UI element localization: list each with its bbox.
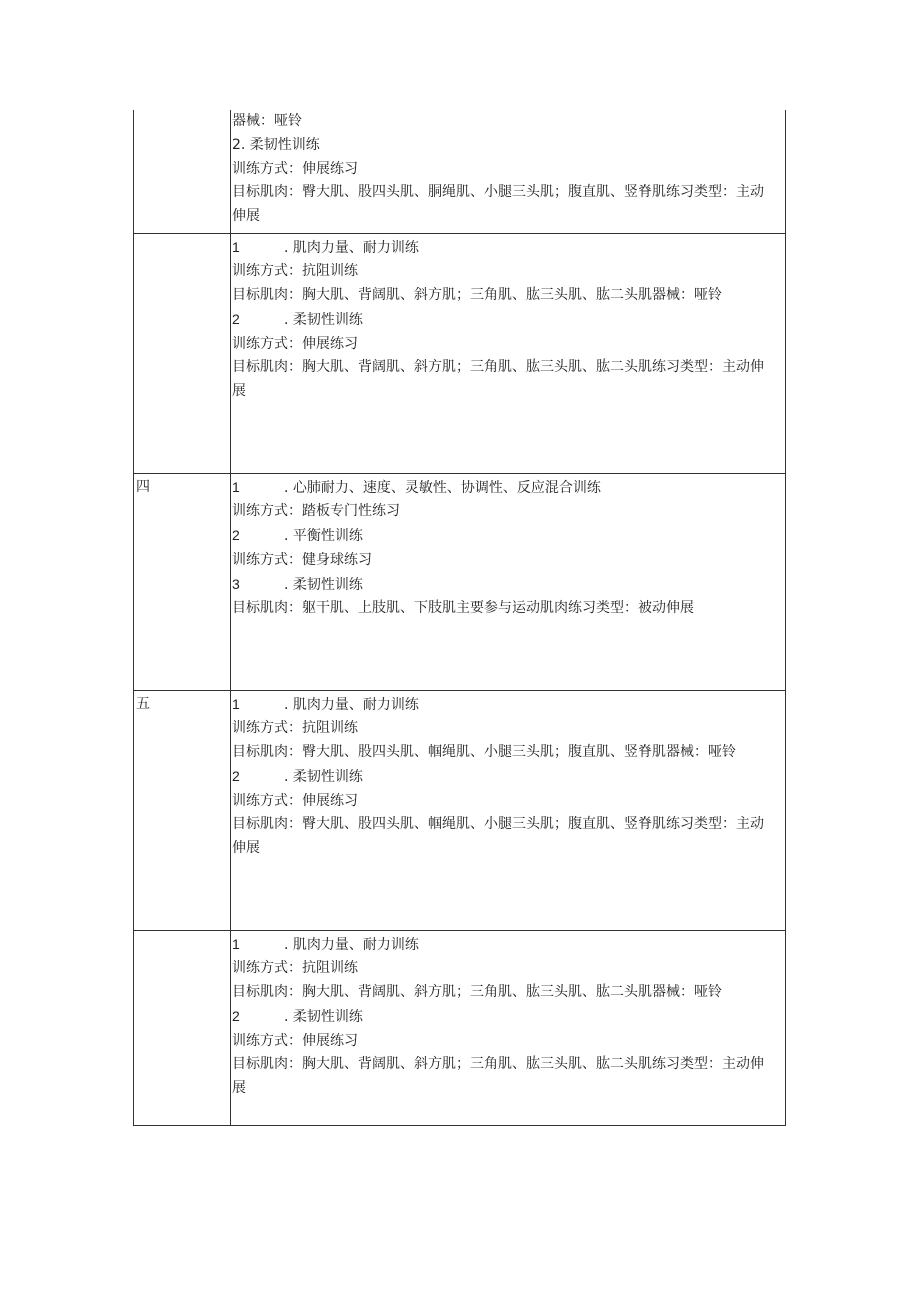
item-title: . 肌肉力量、耐力训练 — [284, 239, 419, 256]
content-line: 训练方式：抗阻训练 — [232, 960, 358, 977]
content-line: 目标肌肉：胸大肌、背阔肌、斜方肌；三角肌、肱三头肌、肱二头肌器械：哑铃 — [232, 287, 722, 304]
item-number: 1 — [232, 695, 240, 712]
content-line: 目标肌肉：臀大肌、股四头肌、帼绳肌、小腿三头肌；腹直肌、竖脊肌器械：哑铃 — [232, 744, 736, 761]
training-plan-sheet — [133, 110, 786, 1126]
item-number: 2 — [232, 310, 240, 327]
content-line: 训练方式：伸展练习 — [232, 160, 358, 177]
content-cell — [231, 110, 786, 233]
table-row — [134, 690, 786, 930]
item-title: . 柔韧性训练 — [284, 1008, 363, 1025]
numbered-line — [232, 308, 773, 333]
day-cell — [134, 690, 231, 930]
table-row — [134, 930, 786, 1125]
table-row — [134, 233, 786, 473]
item-number: 2 — [232, 1007, 240, 1024]
item-title: . 柔韧性训练 — [284, 768, 363, 785]
content-line: 目标肌肉：臀大肌、股四头肌、帼绳肌、小腿三头肌；腹直肌、竖脊肌练习类型：主动伸展 — [232, 816, 764, 857]
day-cell — [134, 233, 231, 473]
numbered-line — [232, 693, 773, 718]
numbered-line — [232, 573, 773, 598]
item-title: . 肌肉力量、耐力训练 — [284, 936, 419, 953]
content-line: 训练方式：抗阻训练 — [232, 263, 358, 280]
day-label: 五 — [136, 695, 150, 712]
item-number: 2 — [232, 527, 240, 544]
table-row — [134, 473, 786, 690]
item-title: . 柔韧性训练 — [284, 311, 363, 328]
content-cell — [231, 233, 786, 473]
content-cell — [231, 473, 786, 690]
content-line: 训练方式：踏板专门性练习 — [232, 503, 400, 520]
item-number: 1 — [232, 238, 240, 255]
day-cell — [134, 473, 231, 690]
numbered-line — [232, 933, 773, 958]
numbered-line — [232, 524, 773, 549]
item-title: . 肌肉力量、耐力训练 — [284, 696, 419, 713]
content-line: 训练方式：健身球练习 — [232, 551, 372, 568]
content-cell — [231, 930, 786, 1125]
content-line: 2. 柔韧性训练 — [232, 136, 320, 153]
numbered-line — [232, 1005, 773, 1030]
item-number: 1 — [232, 935, 240, 952]
content-line: 目标肌肉：胸大肌、背阔肌、斜方肌；三角肌、肱三头肌、肱二头肌器械：哑铃 — [232, 984, 722, 1001]
content-line: 器械：哑铃 — [232, 113, 302, 129]
content-line: 目标肌肉：躯干肌、上肢肌、下肢肌主要参与运动肌肉练习类型：被动伸展 — [232, 600, 694, 617]
content-line: 训练方式：伸展练习 — [232, 1032, 358, 1049]
item-title: . 柔韧性训练 — [284, 576, 363, 593]
item-title: . 平衡性训练 — [284, 528, 363, 545]
item-number: 1 — [232, 478, 240, 495]
day-cell — [134, 930, 231, 1125]
item-number: 2 — [232, 767, 240, 784]
item-title: . 心肺耐力、速度、灵敏性、协调性、反应混合训练 — [284, 479, 601, 496]
day-cell — [134, 110, 231, 233]
content-line: 目标肌肉：臀大肌、股四头肌、胴绳肌、小腿三头肌；腹直肌、竖脊肌练习类型：主动伸展 — [232, 184, 764, 225]
day-label — [136, 110, 230, 112]
content-line: 训练方式：伸展练习 — [232, 792, 358, 809]
table-row — [134, 110, 786, 233]
numbered-line — [232, 236, 773, 261]
day-label — [136, 234, 230, 236]
day-label — [136, 931, 230, 933]
item-number: 3 — [232, 575, 240, 592]
content-cell — [231, 690, 786, 930]
numbered-line — [232, 765, 773, 790]
content-line: 训练方式：伸展练习 — [232, 335, 358, 352]
content-line: 目标肌肉：胸大肌、背阔肌、斜方肌；三角肌、肱三头肌、肱二头肌练习类型：主动伸展 — [232, 359, 764, 400]
numbered-line — [232, 476, 773, 501]
training-plan-table — [133, 110, 786, 1126]
content-line: 目标肌肉：胸大肌、背阔肌、斜方肌；三角肌、肱三头肌、肱二头肌练习类型：主动伸展 — [232, 1056, 764, 1097]
day-label: 四 — [136, 478, 150, 495]
content-line: 训练方式：抗阻训练 — [232, 720, 358, 737]
